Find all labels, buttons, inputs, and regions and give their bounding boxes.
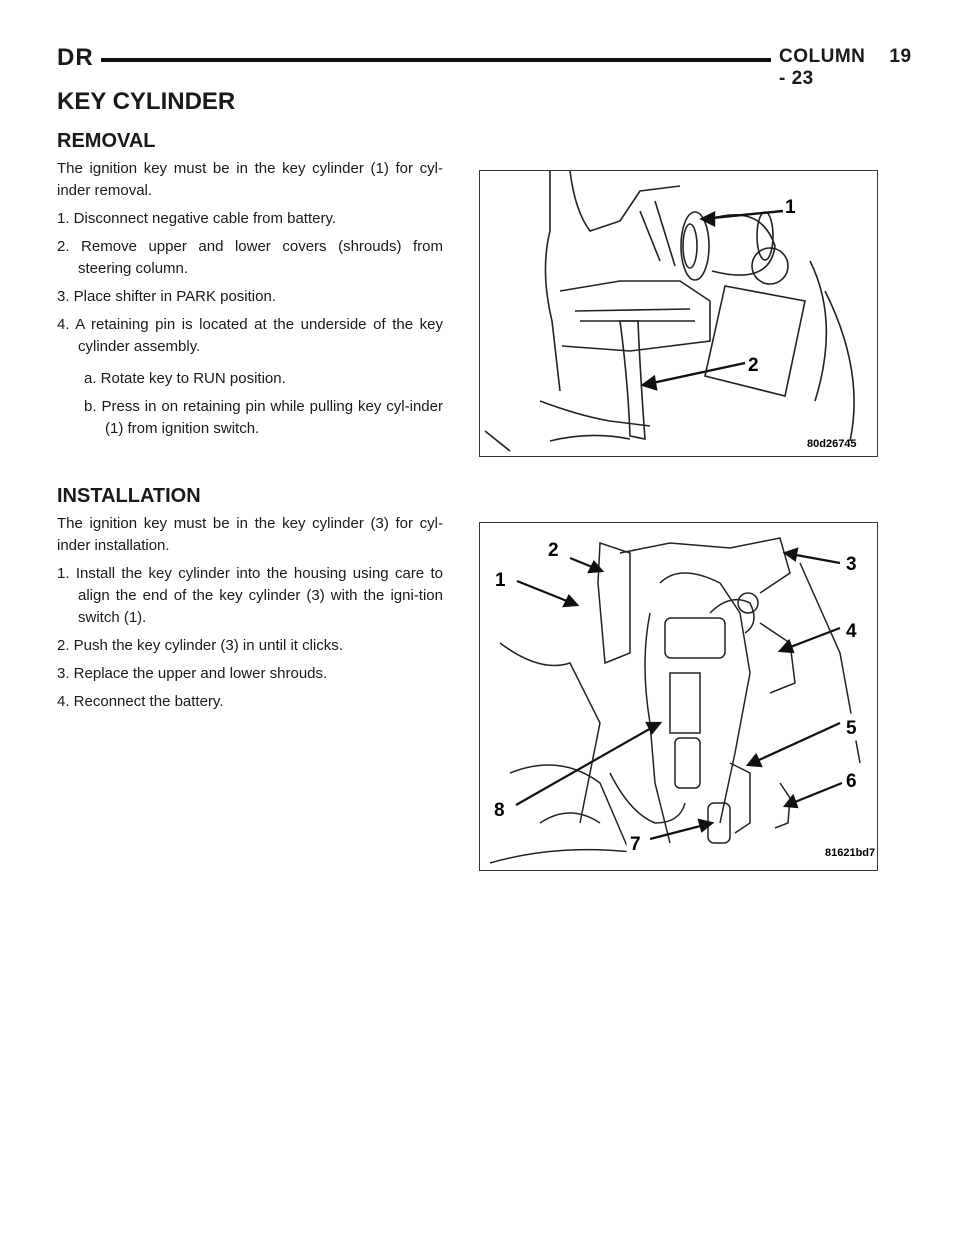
removal-text: [57, 158, 443, 446]
installation-text: [57, 513, 443, 719]
removal-substep-b: b. Press in on retaining pin while pulling key cyl-inder (1) from ignition switch.: [84, 398, 443, 437]
removal-figure: [479, 170, 878, 457]
installation-callout-8: 8: [494, 800, 505, 821]
removal-substep-a: a. Rotate key to RUN position.: [84, 370, 286, 387]
installation-step-4: 4. Reconnect the battery.: [57, 693, 224, 710]
section-name: COLUMN: [779, 46, 866, 67]
page-title: KEY CYLINDER: [57, 88, 236, 115]
page-header: [57, 44, 912, 89]
header-rule: [101, 58, 771, 62]
installation-callout-7: 7: [630, 834, 641, 855]
installation-step-3: 3. Replace the upper and lower shrouds.: [57, 665, 328, 682]
removal-step-2: 2. Remove upper and lower covers (shrouds) from steering column.: [57, 238, 443, 277]
installation-step-1: 1. Install the key cylinder into the housing using care to align the end of the key cylinder (3) with the igni-tion switch (1).: [57, 565, 443, 626]
installation-callout-2: 2: [548, 540, 559, 561]
installation-intro: The ignition key must be in the key cylinder (3) for cyl-inder installation.: [57, 515, 443, 554]
removal-step-3: 3. Place shifter in PARK position.: [57, 288, 276, 305]
installation-callout-1: 1: [495, 570, 506, 591]
header-right: [779, 46, 912, 90]
removal-illustration: [480, 171, 877, 456]
installation-callout-6: 6: [846, 771, 857, 792]
removal-intro: The ignition key must be in the key cylinder (1) for cyl-inder removal.: [57, 160, 443, 199]
manual-code: DR: [57, 44, 94, 71]
page-number: 19 - 23: [779, 46, 912, 89]
installation-step-2: 2. Push the key cylinder (3) in until it clicks.: [57, 637, 343, 654]
removal-heading: REMOVAL: [57, 130, 156, 152]
removal-step-4: 4. A retaining pin is located at the underside of the key cylinder assembly.: [57, 316, 443, 355]
installation-callout-3: 3: [846, 554, 857, 575]
removal-step-1: 1. Disconnect negative cable from battery.: [57, 210, 337, 227]
removal-figure-id: 80d26745: [807, 438, 857, 450]
installation-figure: [479, 522, 878, 871]
removal-callout-2: 2: [748, 355, 759, 376]
installation-illustration: [480, 523, 877, 870]
removal-callout-1: 1: [785, 197, 796, 218]
installation-callout-4: 4: [846, 621, 857, 642]
installation-heading: INSTALLATION: [57, 485, 201, 507]
installation-figure-id: 81621bd7: [825, 847, 876, 859]
installation-callout-5: 5: [846, 718, 857, 739]
